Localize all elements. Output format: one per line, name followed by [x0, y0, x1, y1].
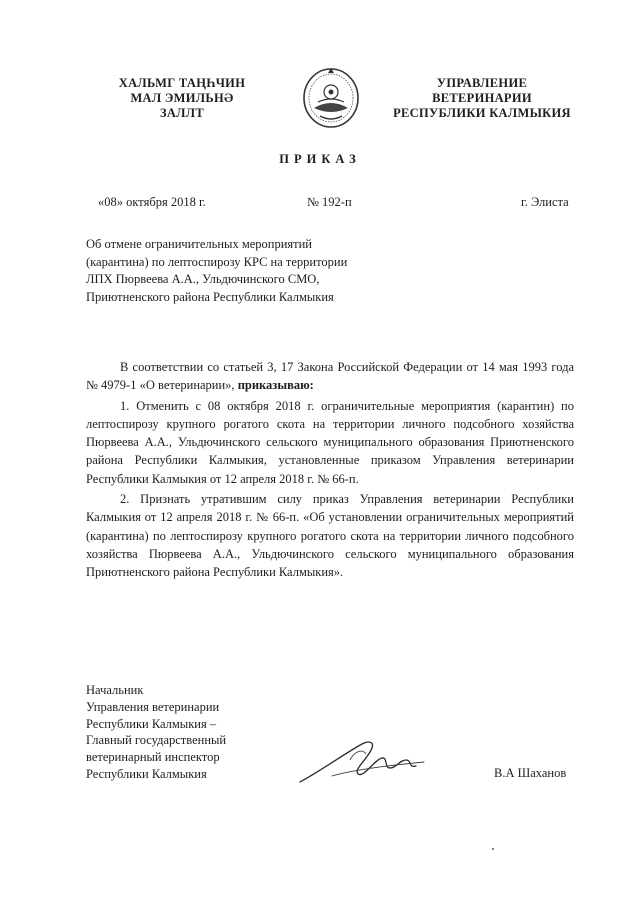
body-intro-command: приказываю:: [237, 378, 314, 393]
body-intro-text: В соответствии со статьей 3, 17 Закона Российской Федерации от 14 мая 1993 года № 4979-1 «О ветеринарии»,: [86, 360, 574, 393]
document-date: «08» октября 2018 г.: [98, 195, 206, 209]
signer-line: Главный государственный: [86, 733, 227, 748]
subject-line: Об отмене ограничительных мероприятий: [86, 237, 313, 251]
header-right-line: УПРАВЛЕНИЕ: [436, 76, 528, 90]
subject-line: Приютненского района Республики Калмыкия: [86, 289, 334, 304]
header-left-line: ХАЛЬМГ ТАҢҺЧИН: [118, 76, 246, 90]
header-left-line: ЗАЛЛТ: [159, 106, 205, 120]
document-subject: [86, 236, 347, 306]
header-right-line: РЕСПУБЛИКИ КАЛМЫКИЯ: [393, 106, 571, 120]
header-kalmyk-org: [72, 76, 292, 121]
document-body: [86, 358, 574, 582]
body-item-2: 2. Признать утратившим силу приказ Управления ветеринарии Республики Калмыкия от 12 апреля 2018 г. № 66-п. «Об установлении ограничительных мероприятий (карантина) по лептоспирозу крупного рогатого скота на территории личного подсобного хозяйства Пюрвеева А.А., Ульдючинского сельского муниципального образования Приютненского района Республики Калмыкия».: [86, 492, 574, 580]
signer-name: В.А Шаханов: [494, 766, 567, 780]
signer-title: [86, 682, 226, 783]
signer-line: ветеринарный инспектор: [86, 750, 220, 765]
subject-line: (карантина) по лептоспирозу КРС на территории: [86, 254, 348, 269]
signer-line: Начальник: [86, 683, 144, 697]
body-item-1: 1. Отменить с 08 октября 2018 г. ограничительные мероприятия (карантин) по лептоспирозу крупного рогатого скота на территории личного подсобного хозяйства Пюрвеева А.А., Ульдючинского сельского муниципального образования Приютненского района Республики Калмыкия, установленные приказом Управления ветеринарии Республики Калмыкия от 12 апреля 2018 г. № 66-п.: [86, 398, 574, 486]
subject-line: ЛПХ Пюрвеева А.А., Ульдючинского СМО,: [86, 272, 320, 286]
document-title: ПРИКАЗ: [279, 152, 361, 166]
handwritten-signature: [292, 730, 432, 790]
body-intro: [86, 358, 574, 395]
header-russian-org: [372, 76, 592, 121]
document-city: г. Элиста: [521, 195, 569, 209]
kalmykia-emblem-icon: [300, 62, 362, 130]
signer-line: Республики Калмыкия: [86, 766, 207, 781]
document-number: № 192-п: [307, 195, 352, 209]
header-left-line: МАЛ ЭМИЛЬНӘ: [130, 91, 234, 105]
signer-line: Республики Калмыкия –: [86, 716, 217, 731]
scan-speck: [492, 848, 494, 850]
signer-line: Управления ветеринарии: [86, 699, 220, 714]
header-right-line: ВЕТЕРИНАРИИ: [432, 91, 532, 105]
